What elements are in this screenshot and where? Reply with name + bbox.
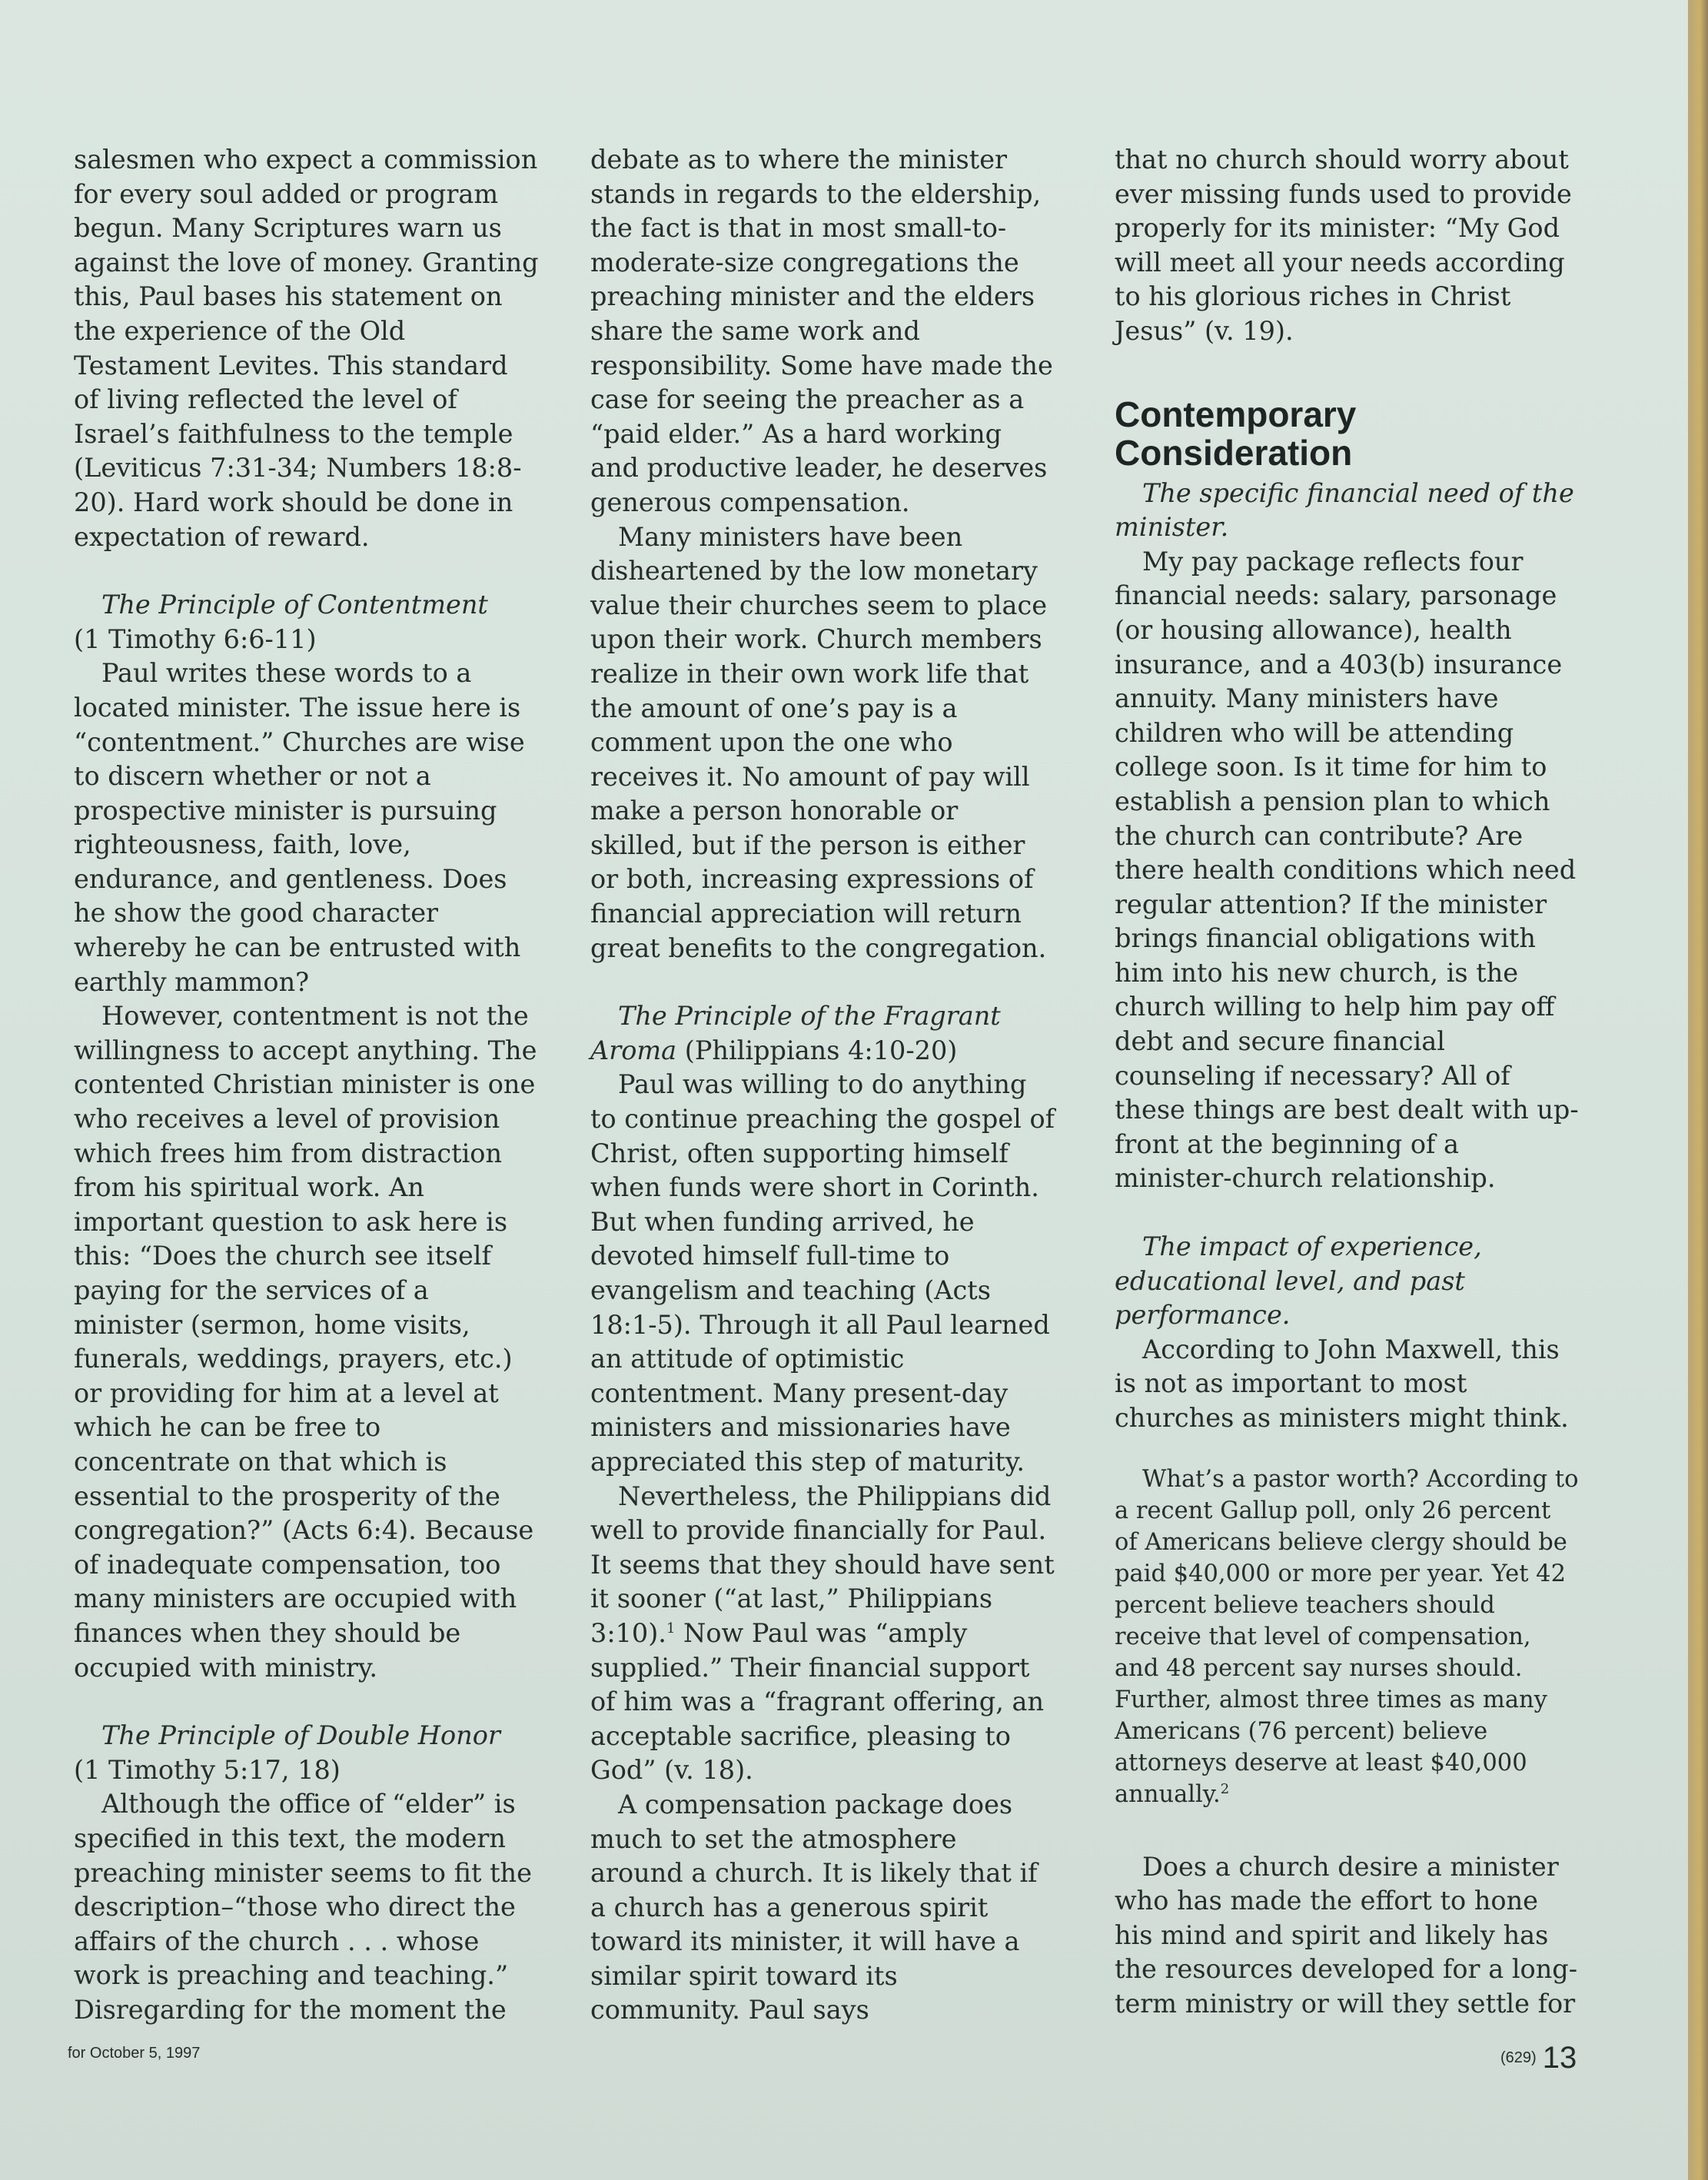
section-reference-contentment: (1 Timothy 6:6-11): [74, 623, 317, 654]
footnote-marker-1: 1: [666, 1620, 676, 1637]
footer-page-number: [1500, 2041, 1577, 2075]
page-number: 13: [1542, 2041, 1577, 2075]
subheading-financial-need: [1115, 477, 1580, 545]
section-heading-contemporary: [1115, 395, 1580, 472]
block-quote-text: What’s a pastor worth? According to a recent Gallup poll, only 26 percent of Americans believe clergy should be paid $40,000 or more per year. Yet 42 percent believe teachers should receive that level of compensation, and 48 percent say nurses should. Further, almost three times as many Americans (76 percent) believe attorneys deserve at least $40,000 annually.: [1115, 1465, 1579, 1808]
page-edge: [1688, 0, 1708, 2180]
subheading-experience-text: The impact of experience, educational level, and past performance.: [1115, 1231, 1482, 1331]
col2-paragraph-4: [590, 1480, 1055, 1788]
spacer: [74, 1685, 539, 1719]
spacer: [1115, 1436, 1580, 1464]
footnote-marker-2: 2: [1220, 1780, 1230, 1797]
col1-paragraph-2: Paul writes these words to a located minister. The issue here is “contentment.” Churches are wise to discern whether or not a prospective minister is pursuing righteousness, faith, love, endurance, and gentleness. Does he show the good character whereby he can be entrusted with earthly mammon?: [74, 658, 525, 997]
block-quote: [1115, 1464, 1580, 1810]
section-reference-fragrant-aroma: (Philippians 4:10-20): [676, 1035, 958, 1065]
spacer: [74, 554, 539, 588]
spacer: [1115, 1196, 1580, 1230]
spacer: [1115, 1810, 1580, 1850]
section-heading-fragrant-aroma: [590, 999, 1055, 1068]
col2-paragraph-4-end: Now Paul was “amply supplied.” Their financial support of him was a “fragrant offering, an acceptable sacrifice, pleasing to God” (v. 18).: [590, 1617, 1045, 1786]
col3-paragraph-4: Does a church desire a minister who has made the effort to hone his mind and spirit and likely has the resources developed for a long-term ministry or will they settle for: [1115, 1851, 1578, 2019]
subheading-financial-need-text: The specific financial need of the minister.: [1115, 477, 1574, 543]
column-2: [590, 143, 1055, 2028]
section-heading-double-honor: [74, 1719, 539, 1753]
section-heading-contentment: [74, 588, 539, 623]
footer-code: (629): [1500, 2049, 1537, 2066]
section-heading-double-honor-title: The Principle of Double Honor: [101, 1720, 500, 1751]
section-heading-line-1: Contemporary: [1115, 394, 1357, 434]
col2-paragraph-1: debate as to where the minister stands in regards to the eldership, the fact is that in most small-to-moderate-size congregations the preaching minister and the elders share the same work and responsibility. Some have made the case for seeing the preacher as a “paid elder.” As a hard working and productive leader, he deserves generous compensation.: [590, 145, 1053, 517]
column-3: [1115, 143, 1580, 2022]
subheading-experience: [1115, 1230, 1580, 1333]
col3-paragraph-1: that no church should worry about ever missing funds used to provide properly for its minister: “My God will meet all your needs according to his glorious riches in Christ Jesus” (v. 19).: [1115, 145, 1572, 346]
col2-paragraph-3: Paul was willing to do anything to continue preaching the gospel of Christ, often supporting himself when funds were short in Corinth. But when funding arrived, he devoted himself full-time to evangelism and teaching (Acts 18:1-5). Through it all Paul learned an attitude of optimistic contentment. Many present-day ministers and missionaries have appreciated this step of maturity.: [590, 1069, 1055, 1477]
col2-paragraph-5: A compensation package does much to set the atmosphere around a church. It is likely that if a church has a generous spirit toward its minister, it will have a similar spirit toward its community. Paul says: [590, 1789, 1038, 2025]
section-heading-contentment-title: The Principle of Contentment: [101, 590, 488, 620]
col1-paragraph-1: salesmen who expect a commission for every soul added or program begun. Many Scriptures warn us against the love of money. Granting this, Paul bases his statement on the experience of the Old Testament Levites. This standard of living reflected the level of Israel’s faithfulness to the temple (Leviticus 7:31-34; Numbers 18:8-20). Hard work should be done in expectation of reward.: [74, 145, 539, 552]
section-heading-line-2: Consideration: [1115, 432, 1353, 473]
spacer: [1115, 349, 1580, 395]
col3-paragraph-2: My pay package reflects four financial needs: salary, parsonage (or housing allowance), health insurance, and a 403(b) insurance annuity. Many ministers have children who will be attending college soon. Is it time for him to establish a pension plan to which the church can contribute? Are there health conditions which need regular attention? If the minister brings financial obligations with him into his new church, is the church willing to help him pay off debt and secure financial counseling if necessary? All of these things are best dealt with up-front at the beginning of a minister-church relationship.: [1115, 546, 1579, 1194]
footer-date: for October 5, 1997: [68, 2045, 201, 2062]
section-reference-double-honor: (1 Timothy 5:17, 18): [74, 1754, 341, 1785]
col1-paragraph-4: Although the office of “elder” is specified in this text, the modern preaching minister seems to fit the description–“those who direct the affairs of the church . . . whose work is preaching and teaching.” Disregarding for the moment the: [74, 1789, 532, 2025]
col2-paragraph-2: Many ministers have been disheartened by the low monetary value their churches seem to place upon their work. Church members realize in their own work life that the amount of one’s pay is a comment upon the one who receives it. No amount of pay will make a person honorable or skilled, but if the person is either or both, increasing expressions of financial appreciation will return great benefits to the congregation.: [590, 521, 1048, 963]
section-heading-fragrant-aroma-title: The Principle of the Fragrant Aroma: [590, 1001, 1001, 1065]
col2-paragraph-4-start: Nevertheless, the Philippians did well to provide financially for Paul. It seems that they should have sent it sooner (“at last,” Philippians 3:10).: [590, 1480, 1055, 1648]
column-1: [74, 143, 539, 2027]
col1-paragraph-3: However, contentment is not the willingness to accept anything. The contented Christian minister is one who receives a level of provision which frees him from distraction from his spiritual work. An important question to ask here is this: “Does the church see itself paying for the services of a minister (sermon, home visits, funerals, weddings, prayers, etc.) or providing for him at a level at which he can be free to concentrate on that which is essential to the prosperity of the congregation?” (Acts 6:4). Because of inadequate compensation, too many ministers are occupied with finances when they should be occupied with ministry.: [74, 1001, 537, 1683]
col3-paragraph-3: According to John Maxwell, this is not as important to most churches as ministers might think.: [1115, 1334, 1569, 1433]
spacer: [590, 965, 1055, 999]
